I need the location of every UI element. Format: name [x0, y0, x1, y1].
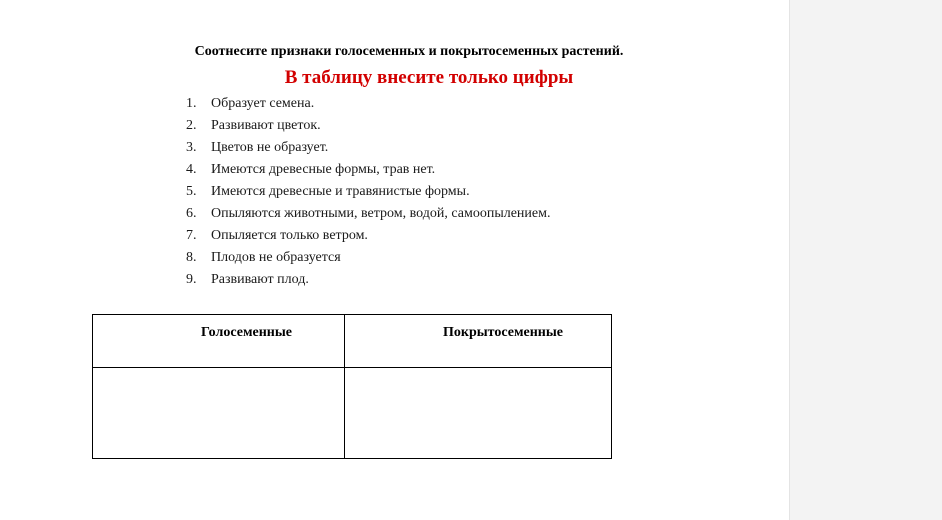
- list-item-number: 2.: [186, 118, 197, 133]
- list-item-text: Имеются древесные и травянистые формы.: [211, 184, 470, 199]
- document-subtitle: В таблицу внесите только цифры: [284, 67, 574, 88]
- list-item-number: 9.: [186, 272, 197, 287]
- list-item: [178, 160, 550, 182]
- table-cell: [345, 368, 612, 459]
- document-title: Соотнесите признаки голосеменных и покрытосеменных растений.: [194, 44, 624, 59]
- list-item: [178, 204, 550, 226]
- answer-table: [92, 314, 612, 459]
- list-item-number: 7.: [186, 228, 197, 243]
- list-item-number: 3.: [186, 140, 197, 155]
- trait-list: [178, 94, 550, 292]
- header-angiosperms: Покрытосеменные: [443, 325, 563, 340]
- table-header-cell: [93, 315, 345, 368]
- side-panel: [789, 0, 942, 520]
- list-item-text: Развивают цветок.: [211, 118, 321, 133]
- table-header-cell: [345, 315, 612, 368]
- list-item-number: 5.: [186, 184, 197, 199]
- list-item: [178, 270, 550, 292]
- list-item: [178, 94, 550, 116]
- list-item: [178, 226, 550, 248]
- list-item: [178, 182, 550, 204]
- list-item-number: 1.: [186, 96, 197, 111]
- list-item-number: 6.: [186, 206, 197, 221]
- list-item: [178, 138, 550, 160]
- table-header-row: [93, 315, 612, 368]
- gymnosperms-answer-cell[interactable]: [93, 368, 344, 458]
- list-item-number: 4.: [186, 162, 197, 177]
- list-item: [178, 248, 550, 270]
- list-item: [178, 116, 550, 138]
- header-gymnosperms: Голосеменные: [201, 325, 292, 340]
- list-item-text: Имеются древесные формы, трав нет.: [211, 162, 436, 177]
- table-cell: [93, 368, 345, 459]
- table-row: [93, 368, 612, 459]
- list-item-number: 8.: [186, 250, 197, 265]
- list-item-text: Опыляется только ветром.: [211, 228, 368, 243]
- list-item-text: Цветов не образует.: [211, 140, 329, 155]
- list-item-text: Опыляются животными, ветром, водой, самоопылением.: [211, 206, 551, 221]
- angiosperms-answer-cell[interactable]: [345, 368, 611, 458]
- list-item-text: Образует семена.: [211, 96, 315, 111]
- list-item-text: Развивают плод.: [211, 272, 309, 287]
- list-item-text: Плодов не образуется: [211, 250, 341, 265]
